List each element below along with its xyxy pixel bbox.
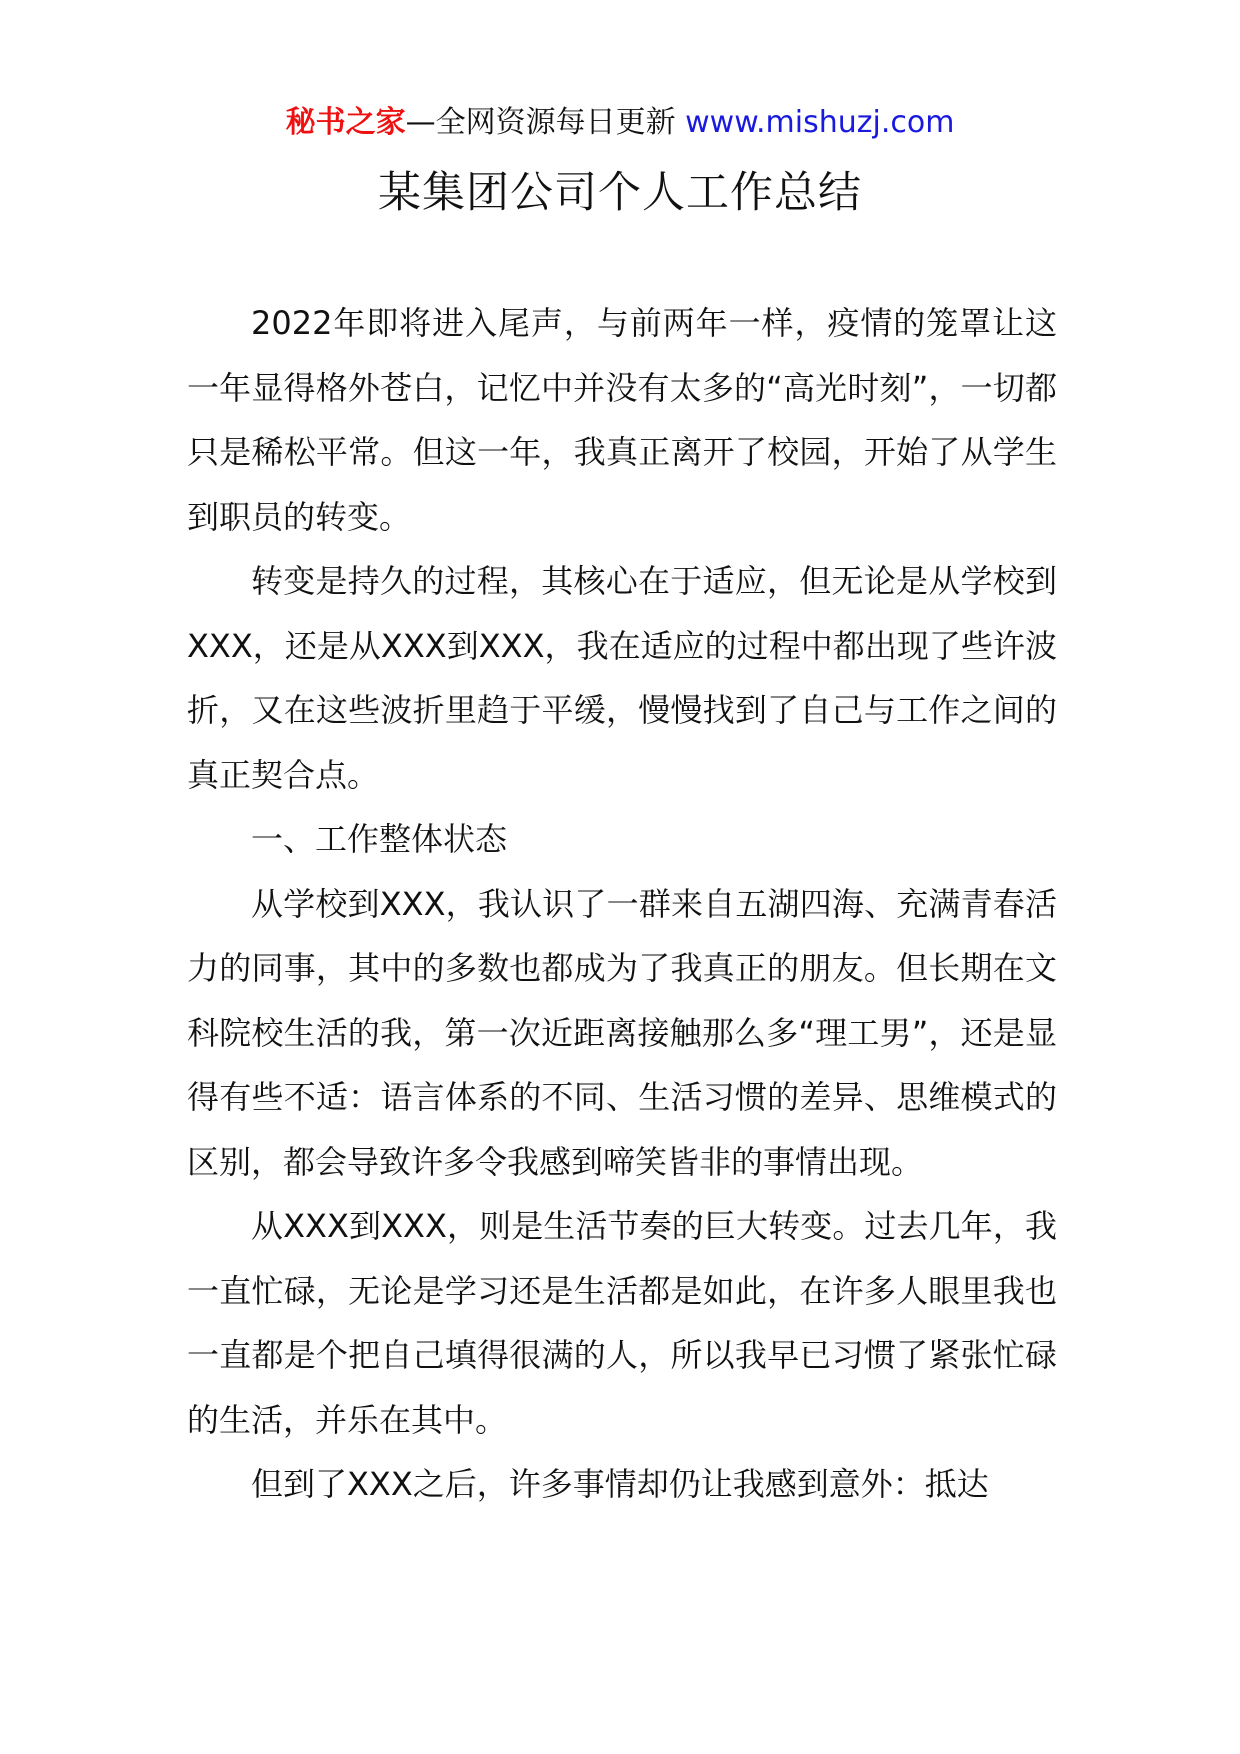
paragraph-pace: 从XXX到XXX，则是生活节奏的巨大转变。过去几年，我一直忙碌，无论是学习还是生活都是如此，在许多人眼里我也一直都是个把自己填得很满的人，所以我早已习惯了紧张忙碌的生活，并乐在其中。 [187,1207,1057,1439]
brand-name: 秘书之家 [285,105,406,140]
paragraph-colleagues: 从学校到XXX，我认识了一群来自五湖四海、充满青春活力的同事，其中的多数也都成为了我真正的朋友。但长期在文科院校生活的我，第一次近距离接触那么多“理工男”，还是显得有些不适：语言体系的不同、生活习惯的差异、思维模式的区别，都会导致许多令我感到啼笑皆非的事情出现。 [187,884,1057,1181]
watermark-header [0,100,1240,146]
paragraph-arrival: 但到了XXX之后，许多事情却仍让我感到意外：抵达 [251,1465,989,1503]
paragraph-intro: 2022年即将进入尾声，与前两年一样，疫情的笼罩让这一年显得格外苍白，记忆中并没有太多的“高光时刻”，一切都只是稀松平常。但这一年，我真正离开了校园，开始了从学生到职员的转变。 [187,304,1057,536]
header-tagline: —全网资源每日更新 [405,105,676,140]
site-link[interactable]: www.mishuzj.com [685,105,955,140]
paragraph-transition: 转变是持久的过程，其核心在于适应，但无论是从学校到XXX，还是从XXX到XXX，我在适应的过程中都出现了些许波折，又在这些波折里趋于平缓，慢慢找到了自己与工作之间的真正契合点。 [187,562,1057,794]
document-title: 某集团公司个人工作总结 [378,168,862,218]
document-body [187,291,1057,1517]
section-heading: 一、工作整体状态 [251,820,508,858]
